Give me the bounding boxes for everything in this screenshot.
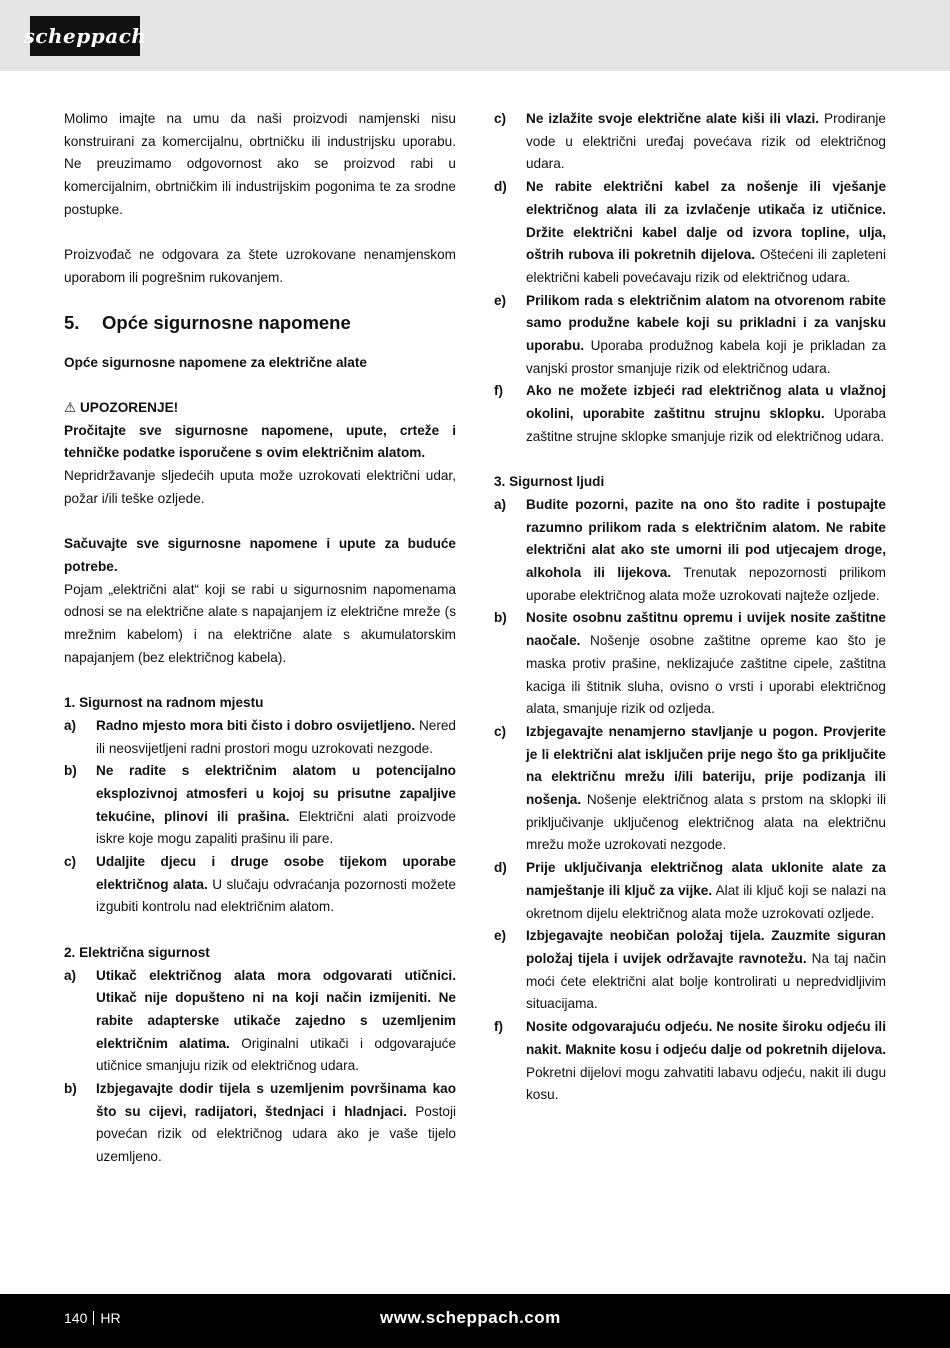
list-item: e) Izbjegavajte neobičan položaj tijela. Zauzmite siguran položaj tijela i uvijek održavajte ravnotežu. Na taj način moći ćete električni alat bolje kontrolirati u nepredvidljivim situacijama. — [494, 928, 887, 1012]
left-column — [64, 108, 456, 1169]
page-indicator — [64, 1310, 121, 1326]
language-code: HR — [100, 1310, 121, 1326]
s3-title: 3. Sigurnost ljudi — [494, 474, 605, 490]
section-title: Opće sigurnosne napomene — [102, 311, 351, 333]
warning-text: Nepridržavanje sljedećih uputa može uzrokovati električni udar, požar i/ili teške ozljede. — [64, 468, 456, 506]
section-heading — [64, 308, 456, 338]
header-bar — [0, 0, 950, 71]
list-item: c) Izbjegavajte nenamjerno stavljanje u pogon. Provjerite je li električni alat isključen prije nego što ga priključite na električnu mrežu i/ili bateriju, prije podizanja ili nošenja. Nošenje električnog alata s prstom na sklopki ili priključivanje uključenog električnog alata na električnu mrežu može uzrokovati nezgode. — [494, 723, 886, 853]
list-item: c) Udaljite djecu i druge osobe tijekom uporabe električnog alata. U slučaju odvraćanja pozornosti možete izgubiti kontrolu nad električnim alatom. — [64, 854, 456, 915]
s2-title: 2. Električna sigurnost — [64, 944, 210, 960]
list-item: a) Budite pozorni, pazite na ono što radite i postupajte razumno prilikom rada s električnim alatom. Ne rabite električni alat ako ste umorni ili pod utjecajem droge, alkohola ili lijekova. Trenutak nepozornosti prilikom uporabe električnog alata može uzrokovati najteže ozljede. — [494, 496, 886, 603]
intro-paragraph-2: Proizvođač ne odgovara za štete uzrokovane nenamjenskom uporabom ili pogrešnim rukovanjem. — [64, 247, 456, 285]
s1-title: 1. Sigurnost na radnom mjestu — [64, 695, 264, 711]
page-number: 140 — [64, 1310, 88, 1326]
right-column — [494, 108, 886, 1107]
warning-heading — [64, 397, 456, 420]
list-item: d) Prije uključivanja električnog alata uklonite alate za namještanje ili ključ za vijke. Alat ili ključ koji se nalazi na okretnom dijelu električnog alata može uzrokovati ozljede. — [494, 860, 887, 921]
footer-bar — [0, 1294, 950, 1348]
section-number: 5. — [64, 311, 80, 333]
list-item: f) Nosite odgovarajuću odjeću. Ne nosite široku odjeću ili nakit. Maknite kosu i odjeću dalje od pokretnih dijelova. Pokretni dijelovi mogu zahvatiti labavu odjeću, nakit ili dugu kosu. — [494, 1019, 886, 1103]
list-item: b) Nosite osobnu zaštitnu opremu i uvijek nosite zaštitne naočale. Nošenje osobne zaštitne opreme kao što je maska protiv prašine, neklizajuće zaštitne cipele, zaštitna kaciga ili štitnik sluha, ovisno o vrsti i uporabi električnog alata, smanjuje rizik od ozljeda. — [494, 610, 886, 717]
list-item: b) Ne radite s električnim alatom u potencijalno eksplozivnoj atmosferi u kojoj su prisutne zapaljive tekućine, plinovi ili prašina. Električni alati proizvode iskre koje mogu zapaliti prašinu ili pare. — [64, 763, 456, 847]
list-item: c) Ne izlažite svoje električne alate kiši ili vlazi. Prodiranje vode u električni uređaj povećava rizik od električnog udara. — [494, 111, 886, 172]
website-link[interactable]: www.scheppach.com — [380, 1308, 561, 1327]
list-item: a) Utikač električnog alata mora odgovarati utičnici. Utikač nije dopušteno ni na koji način izmijeniti. Ne rabite adapterske utikače zajedno s uzemljenim električnim alatima. Originalni utikači i odgovarajuće utičnice smanjuju rizik od električnog udara. — [64, 967, 457, 1074]
keep-instructions-bold: Sačuvajte sve sigurnosne napomene i upute za buduće potrebe. — [64, 536, 456, 574]
warning-label: UPOZORENJE! — [79, 400, 179, 415]
list-item: b) Izbjegavajte dodir tijela s uzemljenim površinama kao što su cijevi, radijatori, štednjaci i hladnjaci. Postoji povećan rizik od električnog udara ako je vaše tijelo uzemljeno. — [64, 1081, 456, 1165]
intro-paragraph-1: Molimo imajte na umu da naši proizvodi namjenski nisu konstruirani za komercijalnu, obrtničku ili industrijsku uporabu. Ne preuzimamo odgovornost ako se proizvod rabi u komercijalnim, obrtničkim ili industrijskim pogonima te za srodne postupke. — [64, 111, 456, 217]
warning-bold-text: Pročitajte sve sigurnosne napomene, upute, crteže i tehničke podatke isporučene s ovim električnim alatom. — [64, 422, 456, 461]
list-item: e) Prilikom rada s električnim alatom na otvorenom rabite samo produžne kabele koji su prikladni i za vanjsku uporabu. Uporaba produžnog kabela koji je prikladan za vanjski prostor smanjuje rizik od električnog udara. — [494, 292, 886, 376]
separator — [93, 1311, 94, 1325]
list-item: a) Radno mjesto mora biti čisto i dobro osvijetljeno. Nered ili neosvijetljeni radni prostori mogu uzrokovati nezgode. — [64, 717, 456, 756]
subtitle: Opće sigurnosne napomene za električne alate — [64, 354, 367, 370]
list-item: f) Ako ne možete izbjeći rad električnog alata u vlažnoj okolini, uporabite zaštitnu strujnu sklopku. Uporaba zaštitne strujne sklopke smanjuje rizik od električnog udara. — [494, 383, 887, 444]
list-item: d) Ne rabite električni kabel za nošenje ili vješanje električnog alata ili za izvlačenje utikača iz utičnice. Držite električni kabel dalje od izvora topline, ulja, oštrih rubova ili pokretnih dijelova. Oštećeni ili zapleteni električni kabeli povećavaju rizik od električnog udara. — [494, 179, 887, 285]
warning-triangle-icon: ⚠ — [64, 400, 77, 415]
scheppach-logo: scheppach — [30, 16, 140, 56]
keep-instructions-text: Pojam „električni alat“ koji se rabi u sigurnosnim napomenama odnosi se na električne alate s napajanjem iz električne mreže (s mrežnim kabelom) i na električne alate s akumulatorskim napajanjem (bez električnog kabela). — [64, 581, 456, 665]
